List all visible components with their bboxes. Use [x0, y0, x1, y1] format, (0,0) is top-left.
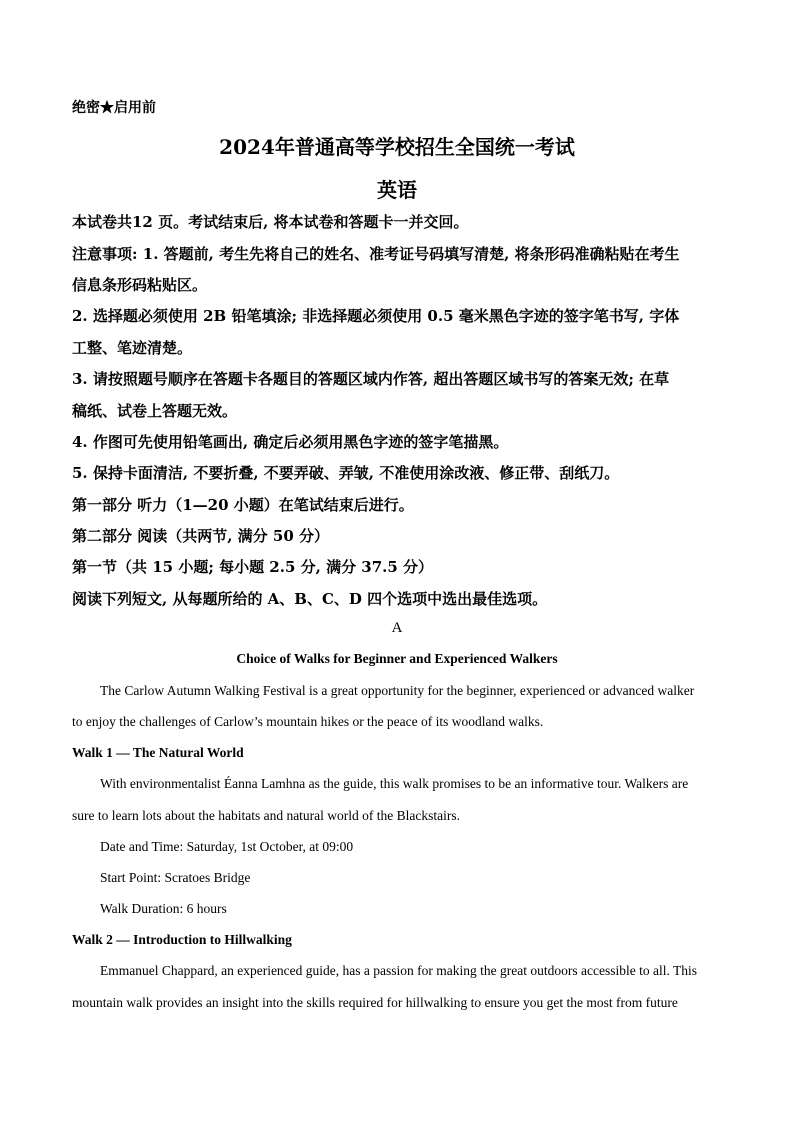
walk1-desc-line-1: With environmentalist Éanna Lamhna as the guide, this walk promises to be an informative tour. Walkers are: [100, 776, 689, 791]
item3-line-1: 3. 请按照题号顺序在答题卡各题目的答题区域内作答, 超出答题区域书写的答案无效; 在草: [72, 370, 670, 388]
passage-title: Choice of Walks for Beginner and Experienced Walkers: [236, 651, 558, 666]
intro-para-line-1: The Carlow Autumn Walking Festival is a great opportunity for the beginner, experienced or advanced walker: [100, 683, 695, 698]
walk1-date: Date and Time: Saturday, 1st October, at 09:00: [100, 839, 354, 854]
walk2-heading: Walk 2 — Introduction to Hillwalking: [72, 932, 292, 947]
item3-line-2: 稿纸、试卷上答题无效。: [72, 402, 238, 420]
walk2-desc-line-1: Emmanuel Chappard, an experienced guide, has a passion for making the great outdoors accessible to all. This: [100, 963, 697, 978]
passage-label: A: [391, 620, 403, 636]
item2-line-2: 工整、笔迹清楚。: [72, 339, 193, 357]
section1-heading: 第一节（共 15 小题; 每小题 2.5 分, 满分 37.5 分）: [72, 558, 434, 576]
directions-text: 阅读下列短文, 从每题所给的 A、B、C、D 四个选项中选出最佳选项。: [72, 590, 548, 608]
walk1-heading: Walk 1 — The Natural World: [72, 745, 244, 760]
subject-title: 英语: [377, 178, 417, 202]
walk1-duration: Walk Duration: 6 hours: [100, 901, 227, 916]
confidential-label: 绝密★启用前: [72, 100, 156, 116]
item5-text: 5. 保持卡面清洁, 不要折叠, 不要弄破、弄皱, 不准使用涂改液、修正带、刮纸刀。: [72, 464, 620, 482]
part2-heading: 第二部分 阅读（共两节, 满分 50 分）: [72, 527, 329, 545]
item4-text: 4. 作图可先使用铅笔画出, 确定后必须用黑色字迹的签字笔描黑。: [72, 433, 509, 451]
walk2-desc-line-2: mountain walk provides an insight into the skills required for hillwalking to ensure you get the most from future: [72, 995, 678, 1010]
part1-heading: 第一部分 听力（1—20 小题）在笔试结束后进行。: [72, 496, 414, 514]
note-line-1: 注意事项: 1. 答题前, 考生先将自己的姓名、准考证号码填写清楚, 将条形码准确粘贴在考生: [72, 245, 680, 263]
exam-title: 2024年普通高等学校招生全国统一考试: [219, 135, 575, 159]
walk1-start: Start Point: Scratoes Bridge: [100, 870, 251, 885]
intro-text: 本试卷共12 页。考试结束后, 将本试卷和答题卡一并交回。: [72, 213, 469, 231]
intro-para-line-2: to enjoy the challenges of Carlow’s mountain hikes or the peace of its woodland walks.: [72, 714, 544, 729]
walk1-desc-line-2: sure to learn lots about the habitats and natural world of the Blackstairs.: [72, 808, 461, 823]
item2-line-1: 2. 选择题必须使用 2B 铅笔填涂; 非选择题必须使用 0.5 毫米黑色字迹的签字笔书写, 字体: [72, 307, 680, 325]
note-line-2: 信息条形码粘贴区。: [72, 276, 208, 294]
